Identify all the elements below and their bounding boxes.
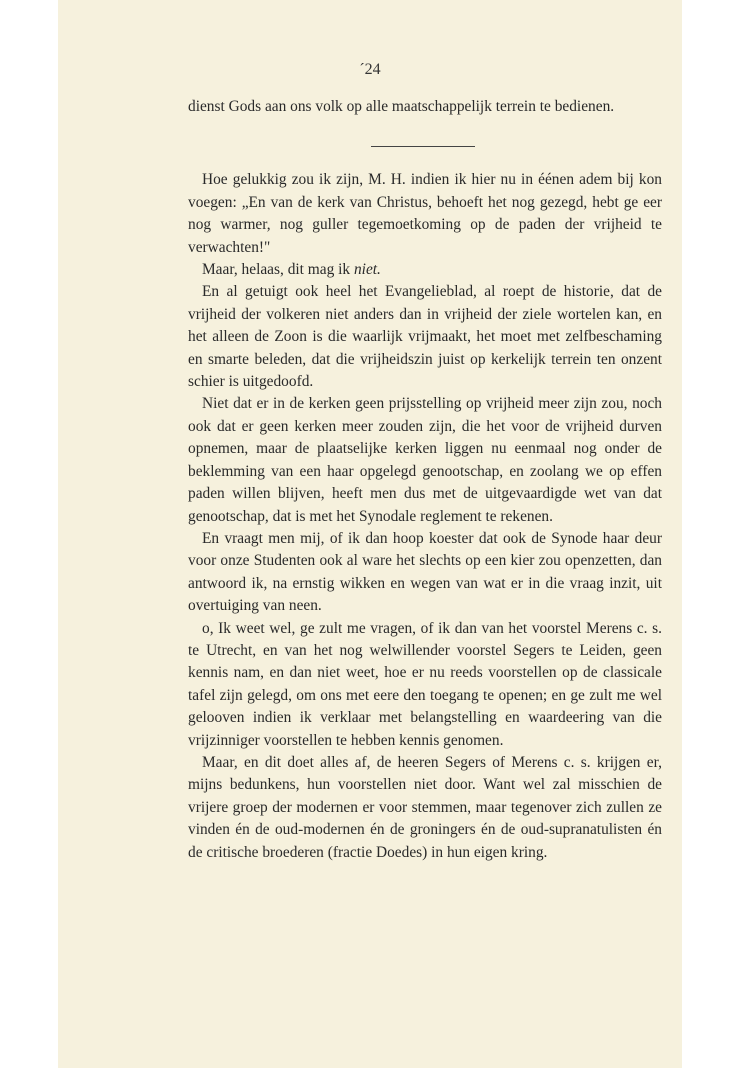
carryover-paragraph: dienst Gods aan ons volk op alle maatschappelijk terrein te bedienen. <box>188 98 615 115</box>
paragraph-1: Hoe gelukkig zou ik zijn, M. H. indien ik hier nu in éénen adem bij kon voegen: „En van de kerk van Christus, behoeft het nog gezegd, hebt ge eer nog warmer, nog guller tegemoetkoming op de paden der vrijheid te verwachten!" <box>188 171 662 256</box>
book-page <box>58 0 682 1068</box>
body-text <box>188 96 662 864</box>
paragraph-4: Niet dat er in de kerken geen prijsstelling op vrijheid meer zijn zou, noch ook dat er geen kerken meer zouden zijn, die het voor de vrijheid durven opnemen, maar de plaatselijke kerken liggen nu eenmaal nog onder de beklemming van een haar opgelegd genootschap, en zoolang we op effen paden willen blijven, heeft men dus met de uitgevaardigde wet van dat genootschap, dat is met het Synodale reglement te rekenen. <box>188 395 662 525</box>
paragraph-3: En al getuigt ook heel het Evangelieblad, al roept de historie, dat de vrijheid der volkeren niet anders dan in vrijheid der ziele wortelen kan, en het alleen de Zoon is die waarlijk vrijmaakt, het moet met zelfbeschaming en smarte beleden, dat die vrijheidszin juist op kerkelijk terrein ten onzent schier is uitgedoofd. <box>188 283 662 391</box>
paragraph-2-emphasis: niet. <box>353 261 381 279</box>
section-divider <box>371 146 475 147</box>
page-number-value: 24 <box>364 61 381 78</box>
page-number <box>58 61 682 79</box>
page-mark: ´ <box>359 61 365 78</box>
paragraph-5: En vraagt men mij, of ik dan hoop koester dat ook de Synode haar deur voor onze Studenten ook al ware het slechts op een kier zou openzetten, dan antwoord ik, na ernstig wikken en wegen van wat er in die vraag inzit, uit overtuiging van neen. <box>188 529 662 615</box>
paragraph-2 <box>188 259 662 281</box>
paragraph-2-text: Maar, helaas, dit mag ik <box>202 261 354 279</box>
paragraph-7: Maar, en dit doet alles af, de heeren Segers of Merens c. s. krijgen er, mijns bedunkens, hun voorstellen niet door. Want wel zal misschien de vrijere groep der modernen er voor stemmen, maar tegenover zich zullen ze vinden én de oud-modernen én de groningers én de oud-supranatulisten én de critische broederen (fractie Doedes) in hun eigen kring. <box>188 753 662 861</box>
paragraph-6: o, Ik weet wel, ge zult me vragen, of ik dan van het voorstel Merens c. s. te Utrecht, en van het nog welwillender voorstel Segers te Leiden, geen kennis nam, en dan niet weet, hoe er nu reeds voorstellen op de classicale tafel zijn gelegd, om ons met eere den toegang te openen; en ge zult me wel gelooven indien ik verklaar met belangstelling en waardeering van die vrijzinniger voorstellen te hebben kennis genomen. <box>188 619 662 749</box>
